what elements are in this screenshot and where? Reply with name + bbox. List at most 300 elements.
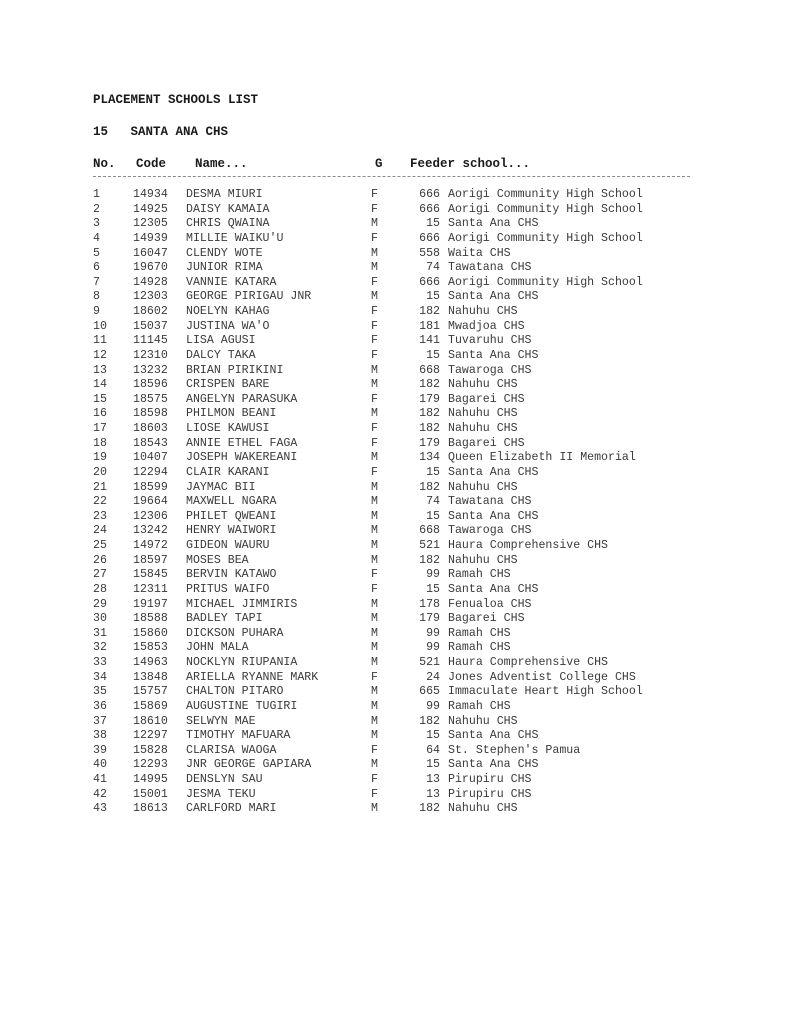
feeder-school-name: Haura Comprehensive CHS — [448, 656, 609, 669]
student-name: PHILMON BEANI — [186, 407, 277, 421]
student-gender: M — [371, 699, 378, 713]
feeder-school-code: 15 — [426, 729, 440, 743]
header-gender: G — [375, 157, 383, 171]
student-name: NOCKLYN RIUPANIA — [186, 656, 298, 669]
feeder-school-name: Immaculate Heart High School — [448, 685, 643, 699]
student-gender: F — [371, 392, 378, 406]
student-gender: F — [371, 334, 378, 348]
row-number: 30 — [93, 612, 107, 626]
feeder-school-name: Pirupiru CHS — [448, 773, 532, 786]
feeder-school-name: Tawaroga CHS — [448, 524, 532, 538]
student-code: 15757 — [133, 685, 168, 699]
feeder-school-name: Ramah CHS — [448, 699, 511, 713]
table-row — [0, 407, 791, 422]
student-code: 15828 — [133, 743, 168, 757]
row-number: 35 — [93, 685, 107, 699]
school-heading — [93, 125, 228, 139]
student-code: 18597 — [133, 553, 168, 567]
feeder-school-name: Mwadjoa CHS — [448, 319, 525, 333]
student-code: 14995 — [133, 773, 168, 786]
feeder-school-name: Nahuhu CHS — [448, 422, 518, 435]
student-name: VANNIE KATARA — [186, 275, 277, 289]
row-number: 25 — [93, 539, 107, 552]
student-code: 18543 — [133, 436, 168, 450]
student-code: 15860 — [133, 626, 168, 640]
feeder-school-code: 182 — [419, 802, 440, 816]
feeder-school-code: 178 — [419, 597, 440, 611]
header-name: Name... — [195, 157, 248, 171]
student-gender: M — [371, 539, 378, 552]
feeder-school-code: 182 — [419, 480, 440, 494]
student-name: CRISPEN BARE — [186, 378, 270, 392]
feeder-school-code: 15 — [426, 509, 440, 523]
student-code: 19664 — [133, 495, 168, 509]
table-row — [0, 451, 791, 466]
student-gender: F — [371, 670, 378, 684]
row-number: 33 — [93, 656, 107, 669]
feeder-school-name: Ramah CHS — [448, 568, 511, 582]
feeder-school-code: 666 — [419, 188, 440, 201]
school-code: 15 — [93, 125, 109, 139]
feeder-school-name: Bagarei CHS — [448, 436, 525, 450]
feeder-school-code: 179 — [419, 612, 440, 626]
feeder-school-code: 15 — [426, 465, 440, 479]
student-code: 10407 — [133, 451, 168, 465]
student-name: CLENDY WOTE — [186, 246, 263, 260]
student-gender: F — [371, 188, 378, 201]
student-gender: M — [371, 246, 378, 260]
feeder-school-name: Queen Elizabeth II Memorial — [448, 451, 636, 465]
feeder-school-code: 99 — [426, 641, 440, 655]
student-code: 18602 — [133, 305, 168, 318]
table-row — [0, 744, 791, 759]
feeder-school-code: 15 — [426, 582, 440, 596]
table-row — [0, 729, 791, 744]
row-number: 5 — [93, 246, 100, 260]
student-name: BERVIN KATAWO — [186, 568, 277, 582]
student-name: PHILET QWEANI — [186, 509, 277, 523]
row-number: 18 — [93, 436, 107, 450]
feeder-school-name: Santa Ana CHS — [448, 509, 539, 523]
table-row — [0, 247, 791, 262]
student-name: CARLFORD MARI — [186, 802, 277, 816]
row-number: 20 — [93, 465, 107, 479]
row-number: 40 — [93, 758, 107, 772]
table-row — [0, 671, 791, 686]
row-number: 16 — [93, 407, 107, 421]
student-name: BRIAN PIRIKINI — [186, 363, 284, 377]
row-number: 10 — [93, 319, 107, 333]
student-gender: F — [371, 305, 378, 318]
student-code: 15853 — [133, 641, 168, 655]
student-code: 18596 — [133, 378, 168, 392]
row-number: 38 — [93, 729, 107, 743]
student-gender: F — [371, 773, 378, 786]
student-code: 14925 — [133, 202, 168, 216]
feeder-school-name: Santa Ana CHS — [448, 582, 539, 596]
row-number: 21 — [93, 480, 107, 494]
student-gender: M — [371, 495, 378, 509]
feeder-school-name: Aorigi Community High School — [448, 275, 643, 289]
student-gender: M — [371, 451, 378, 465]
feeder-school-code: 182 — [419, 714, 440, 728]
student-gender: F — [371, 231, 378, 245]
table-row — [0, 598, 791, 613]
student-name: TIMOTHY MAFUARA — [186, 729, 291, 743]
student-code: 15037 — [133, 319, 168, 333]
student-name: ARIELLA RYANNE MARK — [186, 670, 319, 684]
student-name: DALCY TAKA — [186, 348, 256, 362]
feeder-school-name: Fenualoa CHS — [448, 597, 532, 611]
feeder-school-code: 666 — [419, 231, 440, 245]
feeder-school-name: Santa Ana CHS — [448, 348, 539, 362]
student-name: JNR GEORGE GAPIARA — [186, 758, 312, 772]
student-code: 14939 — [133, 231, 168, 245]
student-gender: M — [371, 758, 378, 772]
feeder-school-name: Nahuhu CHS — [448, 407, 518, 421]
student-code: 19197 — [133, 597, 168, 611]
feeder-school-name: Ramah CHS — [448, 626, 511, 640]
student-gender: M — [371, 729, 378, 743]
student-gender: M — [371, 714, 378, 728]
table-row — [0, 320, 791, 335]
table-row — [0, 422, 791, 437]
student-gender: M — [371, 407, 378, 421]
feeder-school-code: 99 — [426, 626, 440, 640]
student-code: 12294 — [133, 465, 168, 479]
table-row — [0, 261, 791, 276]
feeder-school-name: Nahuhu CHS — [448, 480, 518, 494]
feeder-school-code: 182 — [419, 407, 440, 421]
student-name: AUGUSTINE TUGIRI — [186, 699, 298, 713]
student-name: ANGELYN PARASUKA — [186, 392, 298, 406]
feeder-school-name: Tuvaruhu CHS — [448, 334, 532, 348]
student-gender: M — [371, 685, 378, 699]
table-row — [0, 334, 791, 349]
row-number: 12 — [93, 348, 107, 362]
header-no: No. — [93, 157, 116, 171]
row-number: 31 — [93, 626, 107, 640]
student-name: SELWYN MAE — [186, 714, 256, 728]
feeder-school-name: St. Stephen's Pamua — [448, 743, 581, 757]
table-row — [0, 466, 791, 481]
student-gender: F — [371, 202, 378, 216]
student-gender: M — [371, 217, 378, 231]
student-code: 12297 — [133, 729, 168, 743]
feeder-school-name: Bagarei CHS — [448, 392, 525, 406]
row-number: 3 — [93, 217, 100, 231]
feeder-school-name: Santa Ana CHS — [448, 758, 539, 772]
header-code: Code — [136, 157, 167, 171]
table-row — [0, 641, 791, 656]
student-code: 15869 — [133, 699, 168, 713]
student-name: BADLEY TAPI — [186, 612, 263, 626]
table-row — [0, 773, 791, 788]
student-gender: F — [371, 465, 378, 479]
student-gender: M — [371, 480, 378, 494]
feeder-school-code: 182 — [419, 305, 440, 318]
table-row — [0, 290, 791, 305]
table-row — [0, 232, 791, 247]
feeder-school-code: 24 — [426, 670, 440, 684]
table-row — [0, 758, 791, 773]
student-gender: M — [371, 261, 378, 275]
student-code: 19670 — [133, 261, 168, 275]
feeder-school-code: 179 — [419, 436, 440, 450]
row-number: 14 — [93, 378, 107, 392]
row-number: 36 — [93, 699, 107, 713]
feeder-school-name: Nahuhu CHS — [448, 802, 518, 816]
feeder-school-code: 521 — [419, 539, 440, 552]
student-name: JAYMAC BII — [186, 480, 256, 494]
feeder-school-name: Nahuhu CHS — [448, 378, 518, 392]
table-row — [0, 715, 791, 730]
student-gender: F — [371, 787, 378, 801]
feeder-school-code: 134 — [419, 451, 440, 465]
feeder-school-code: 74 — [426, 495, 440, 509]
table-row — [0, 685, 791, 700]
student-code: 18613 — [133, 802, 168, 816]
student-code: 12310 — [133, 348, 168, 362]
row-number: 26 — [93, 553, 107, 567]
student-code: 12303 — [133, 290, 168, 304]
student-gender: M — [371, 509, 378, 523]
student-gender: M — [371, 290, 378, 304]
feeder-school-code: 521 — [419, 656, 440, 669]
table-row — [0, 349, 791, 364]
student-gender: M — [371, 802, 378, 816]
student-code: 18598 — [133, 407, 168, 421]
feeder-school-code: 13 — [426, 773, 440, 786]
student-gender: M — [371, 378, 378, 392]
student-name: GIDEON WAURU — [186, 539, 270, 552]
table-row — [0, 788, 791, 803]
student-gender: M — [371, 553, 378, 567]
student-code: 12306 — [133, 509, 168, 523]
student-name: DAISY KAMAIA — [186, 202, 270, 216]
student-gender: M — [371, 612, 378, 626]
student-name: HENRY WAIWORI — [186, 524, 277, 538]
feeder-school-name: Tawatana CHS — [448, 261, 532, 275]
feeder-school-code: 15 — [426, 290, 440, 304]
feeder-school-code: 15 — [426, 758, 440, 772]
feeder-school-code: 666 — [419, 275, 440, 289]
feeder-school-name: Haura Comprehensive CHS — [448, 539, 609, 552]
row-number: 29 — [93, 597, 107, 611]
student-code: 12305 — [133, 217, 168, 231]
feeder-school-code: 15 — [426, 348, 440, 362]
student-gender: M — [371, 641, 378, 655]
feeder-school-code: 181 — [419, 319, 440, 333]
feeder-school-code: 13 — [426, 787, 440, 801]
student-code: 15001 — [133, 787, 168, 801]
row-number: 6 — [93, 261, 100, 275]
student-name: CLARISA WAOGA — [186, 743, 277, 757]
feeder-school-name: Bagarei CHS — [448, 612, 525, 626]
student-code: 13232 — [133, 363, 168, 377]
document-title: PLACEMENT SCHOOLS LIST — [93, 93, 259, 107]
row-number: 19 — [93, 451, 107, 465]
table-row — [0, 203, 791, 218]
student-gender: F — [371, 422, 378, 435]
row-number: 37 — [93, 714, 107, 728]
feeder-school-code: 182 — [419, 553, 440, 567]
row-number: 41 — [93, 773, 107, 786]
feeder-school-name: Aorigi Community High School — [448, 188, 643, 201]
student-name: CLAIR KARANI — [186, 465, 270, 479]
feeder-school-code: 558 — [419, 246, 440, 260]
student-name: MICHAEL JIMMIRIS — [186, 597, 298, 611]
feeder-school-code: 64 — [426, 743, 440, 757]
student-name: JUSTINA WA'O — [186, 319, 270, 333]
feeder-school-name: Santa Ana CHS — [448, 465, 539, 479]
feeder-school-name: Nahuhu CHS — [448, 714, 518, 728]
row-number: 27 — [93, 568, 107, 582]
student-code: 11145 — [133, 334, 168, 348]
table-row — [0, 481, 791, 496]
header-feeder-school: Feeder school... — [410, 157, 531, 171]
row-number: 42 — [93, 787, 107, 801]
table-row — [0, 305, 791, 320]
feeder-school-code: 665 — [419, 685, 440, 699]
row-number: 22 — [93, 495, 107, 509]
table-row — [0, 568, 791, 583]
feeder-school-name: Tawaroga CHS — [448, 363, 532, 377]
row-number: 8 — [93, 290, 100, 304]
student-code: 18599 — [133, 480, 168, 494]
student-name: LISA AGUSI — [186, 334, 256, 348]
feeder-school-code: 99 — [426, 568, 440, 582]
row-number: 13 — [93, 363, 107, 377]
student-gender: M — [371, 626, 378, 640]
student-name: DENSLYN SAU — [186, 773, 263, 786]
student-gender: F — [371, 436, 378, 450]
feeder-school-name: Aorigi Community High School — [448, 202, 643, 216]
student-code: 15845 — [133, 568, 168, 582]
feeder-school-code: 668 — [419, 363, 440, 377]
table-row — [0, 656, 791, 671]
feeder-school-name: Jones Adventist College CHS — [448, 670, 636, 684]
feeder-school-name: Waita CHS — [448, 246, 511, 260]
table-row — [0, 495, 791, 510]
student-name: NOELYN KAHAG — [186, 305, 270, 318]
student-name: LIOSE KAWUSI — [186, 422, 270, 435]
student-name: MILLIE WAIKU'U — [186, 231, 284, 245]
row-number: 9 — [93, 305, 100, 318]
row-number: 4 — [93, 231, 100, 245]
student-name: JOSEPH WAKEREANI — [186, 451, 298, 465]
row-number: 28 — [93, 582, 107, 596]
student-gender: M — [371, 524, 378, 538]
student-name: CHRIS QWAINA — [186, 217, 270, 231]
feeder-school-code: 179 — [419, 392, 440, 406]
feeder-school-name: Santa Ana CHS — [448, 217, 539, 231]
feeder-school-code: 666 — [419, 202, 440, 216]
feeder-school-code: 182 — [419, 378, 440, 392]
student-gender: F — [371, 275, 378, 289]
feeder-school-code: 99 — [426, 699, 440, 713]
feeder-school-name: Nahuhu CHS — [448, 305, 518, 318]
student-gender: M — [371, 656, 378, 669]
feeder-school-code: 668 — [419, 524, 440, 538]
student-name: MAXWELL NGARA — [186, 495, 277, 509]
row-number: 39 — [93, 743, 107, 757]
feeder-school-name: Tawatana CHS — [448, 495, 532, 509]
table-row — [0, 700, 791, 715]
table-row — [0, 378, 791, 393]
row-number: 32 — [93, 641, 107, 655]
student-gender: F — [371, 582, 378, 596]
student-gender: F — [371, 568, 378, 582]
student-name: ANNIE ETHEL FAGA — [186, 436, 298, 450]
student-name: JUNIOR RIMA — [186, 261, 263, 275]
student-gender: F — [371, 743, 378, 757]
row-number: 43 — [93, 802, 107, 816]
row-number: 34 — [93, 670, 107, 684]
student-code: 14934 — [133, 188, 168, 201]
feeder-school-name: Ramah CHS — [448, 641, 511, 655]
student-name: JESMA TEKU — [186, 787, 256, 801]
student-code: 13242 — [133, 524, 168, 538]
student-code: 12293 — [133, 758, 168, 772]
table-row — [0, 364, 791, 379]
row-number: 15 — [93, 392, 107, 406]
student-code: 18588 — [133, 612, 168, 626]
table-row — [0, 583, 791, 598]
feeder-school-name: Nahuhu CHS — [448, 553, 518, 567]
table-row — [0, 217, 791, 232]
student-name: DICKSON PUHARA — [186, 626, 284, 640]
feeder-school-name: Santa Ana CHS — [448, 729, 539, 743]
student-list — [0, 188, 791, 817]
table-row — [0, 393, 791, 408]
feeder-school-code: 74 — [426, 261, 440, 275]
row-number: 23 — [93, 509, 107, 523]
row-number: 17 — [93, 422, 107, 435]
student-code: 16047 — [133, 246, 168, 260]
table-row — [0, 612, 791, 627]
feeder-school-code: 15 — [426, 217, 440, 231]
table-row — [0, 554, 791, 569]
school-name: SANTA ANA CHS — [130, 125, 229, 139]
table-row — [0, 539, 791, 554]
student-name: JOHN MALA — [186, 641, 249, 655]
table-row — [0, 627, 791, 642]
table-row — [0, 437, 791, 452]
row-number: 11 — [93, 334, 107, 348]
row-number: 2 — [93, 202, 100, 216]
student-gender: M — [371, 597, 378, 611]
feeder-school-name: Pirupiru CHS — [448, 787, 532, 801]
student-gender: M — [371, 363, 378, 377]
feeder-school-name: Aorigi Community High School — [448, 231, 643, 245]
table-row — [0, 802, 791, 817]
table-row — [0, 276, 791, 291]
student-name: PRITUS WAIFO — [186, 582, 270, 596]
table-row — [0, 510, 791, 525]
student-gender: F — [371, 348, 378, 362]
table-row — [0, 188, 791, 203]
row-number: 1 — [93, 188, 100, 201]
student-code: 14963 — [133, 656, 168, 669]
row-number: 7 — [93, 275, 100, 289]
row-number: 24 — [93, 524, 107, 538]
dashed-divider — [93, 176, 690, 177]
student-name: GEORGE PIRIGAU JNR — [186, 290, 312, 304]
feeder-school-code: 141 — [419, 334, 440, 348]
feeder-school-code: 182 — [419, 422, 440, 435]
table-row — [0, 524, 791, 539]
